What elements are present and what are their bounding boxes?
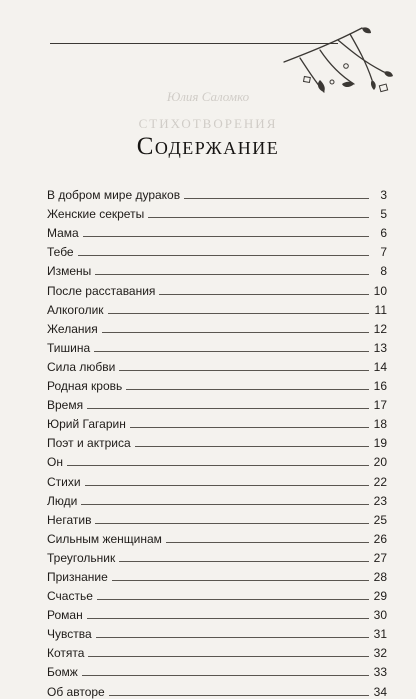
toc-entry[interactable]: [47, 622, 387, 641]
toc-entry[interactable]: [47, 641, 387, 660]
toc-leader-line: [94, 351, 369, 352]
toc-entry-page: 7: [380, 245, 387, 260]
toc-entry[interactable]: [47, 431, 387, 450]
toc-entry[interactable]: [47, 527, 387, 546]
toc-leader-line: [96, 637, 369, 638]
toc-entry-title: После расставания: [47, 283, 156, 298]
toc-leader-line: [95, 274, 369, 275]
toc-entry-page: 27: [373, 550, 387, 565]
toc-entry-page: 16: [373, 379, 387, 394]
toc-entry-title: Алкоголик: [47, 302, 104, 317]
toc-entry-page: 19: [373, 436, 387, 451]
toc-leader-line: [119, 370, 369, 371]
table-of-contents: [47, 183, 387, 699]
toc-entry-title: Счастье: [47, 589, 93, 604]
toc-entry-title: Треугольник: [47, 550, 116, 565]
toc-leader-line: [78, 255, 369, 256]
toc-entry-page: 32: [373, 646, 387, 661]
toc-entry-title: Признание: [47, 569, 108, 584]
toc-entry-page: 33: [373, 665, 387, 680]
toc-entry-page: 20: [373, 455, 387, 470]
toc-entry-page: 11: [374, 302, 387, 317]
toc-entry[interactable]: [47, 546, 387, 565]
toc-leader-line: [109, 695, 369, 696]
toc-entry-page: 22: [373, 474, 387, 489]
toc-entry[interactable]: [47, 278, 387, 297]
toc-entry-page: 31: [373, 627, 387, 642]
toc-entry-page: 14: [373, 359, 387, 374]
toc-entry-title: Он: [47, 455, 63, 470]
toc-entry-title: Время: [47, 398, 84, 413]
toc-entry-page: 29: [373, 589, 387, 604]
toc-entry[interactable]: [47, 603, 387, 622]
toc-leader-line: [108, 313, 369, 314]
toc-entry-title: Поэт и актриса: [47, 436, 131, 451]
toc-entry-title: Сила любви: [47, 359, 116, 374]
toc-leader-line: [85, 485, 369, 486]
toc-leader-line: [82, 675, 369, 676]
toc-entry-title: В добром мире дураков: [47, 188, 181, 203]
toc-entry[interactable]: [47, 565, 387, 584]
toc-entry[interactable]: [47, 508, 387, 527]
toc-entry-title: Тишина: [47, 340, 91, 355]
toc-leader-line: [126, 389, 369, 390]
toc-entry[interactable]: [47, 221, 387, 240]
toc-entry-page: 30: [373, 608, 387, 623]
toc-leader-line: [88, 656, 369, 657]
toc-entry-title: Тебе: [47, 245, 74, 260]
page-title: Содержание: [136, 133, 280, 160]
toc-entry-page: 8: [380, 264, 387, 279]
toc-entry-page: 3: [380, 188, 387, 203]
toc-entry[interactable]: [47, 298, 387, 317]
toc-leader-line: [102, 332, 369, 333]
toc-entry-title: Люди: [47, 493, 78, 508]
toc-leader-line: [112, 580, 369, 581]
toc-entry-title: Чувства: [47, 627, 92, 642]
toc-entry[interactable]: [47, 584, 387, 603]
toc-entry-title: Мама: [47, 226, 79, 241]
toc-entry-title: Сильным женщинам: [47, 531, 162, 546]
toc-entry-title: Измены: [47, 264, 92, 279]
toc-leader-line: [87, 618, 369, 619]
toc-leader-line: [87, 408, 369, 409]
toc-leader-line: [83, 236, 369, 237]
toc-entry-page: 34: [373, 684, 387, 699]
toc-entry[interactable]: [47, 240, 387, 259]
toc-entry-title: Женские секреты: [47, 207, 145, 222]
toc-leader-line: [148, 217, 369, 218]
toc-leader-line: [159, 294, 369, 295]
toc-entry[interactable]: [47, 450, 387, 469]
toc-leader-line: [135, 446, 369, 447]
toc-entry[interactable]: [47, 355, 387, 374]
toc-entry-page: 26: [373, 531, 387, 546]
toc-leader-line: [119, 561, 369, 562]
toc-entry[interactable]: [47, 183, 387, 202]
toc-entry[interactable]: [47, 259, 387, 278]
toc-entry[interactable]: [47, 336, 387, 355]
toc-leader-line: [95, 523, 369, 524]
toc-entry-title: Негатив: [47, 512, 92, 527]
toc-entry-page: 13: [373, 340, 387, 355]
toc-entry-page: 5: [380, 207, 387, 222]
toc-entry[interactable]: [47, 469, 387, 488]
toc-entry[interactable]: [47, 202, 387, 221]
toc-entry[interactable]: [47, 374, 387, 393]
toc-entry-title: Бомж: [47, 665, 78, 680]
toc-entry-page: 23: [373, 493, 387, 508]
toc-leader-line: [97, 599, 369, 600]
toc-leader-line: [166, 542, 369, 543]
toc-entry-title: Родная кровь: [47, 379, 123, 394]
toc-entry-page: 17: [373, 398, 387, 413]
toc-entry[interactable]: [47, 393, 387, 412]
toc-entry-page: 18: [373, 417, 387, 432]
toc-entry-title: Роман: [47, 608, 83, 623]
toc-entry-title: Стихи: [47, 474, 81, 489]
bleed-through-title: СТИХОТВОРЕНИЯ: [138, 116, 278, 131]
toc-leader-line: [130, 427, 369, 428]
toc-entry-page: 6: [380, 226, 387, 241]
toc-entry-page: 10: [373, 283, 387, 298]
toc-entry-title: Желания: [47, 321, 98, 336]
toc-entry-page: 28: [373, 569, 387, 584]
toc-entry-title: Котята: [47, 646, 85, 661]
bleed-through-author: Юлия Саломко: [166, 89, 250, 104]
toc-entry[interactable]: [47, 317, 387, 336]
toc-leader-line: [184, 198, 369, 199]
toc-entry-page: 25: [373, 512, 387, 527]
toc-entry-title: Об авторе: [47, 684, 105, 699]
toc-entry-page: 12: [373, 321, 387, 336]
toc-entry[interactable]: [47, 412, 387, 431]
toc-leader-line: [67, 465, 369, 466]
toc-leader-line: [81, 504, 369, 505]
toc-entry[interactable]: [47, 679, 387, 698]
toc-entry-title: Юрий Гагарин: [47, 417, 126, 432]
toc-entry[interactable]: [47, 489, 387, 508]
